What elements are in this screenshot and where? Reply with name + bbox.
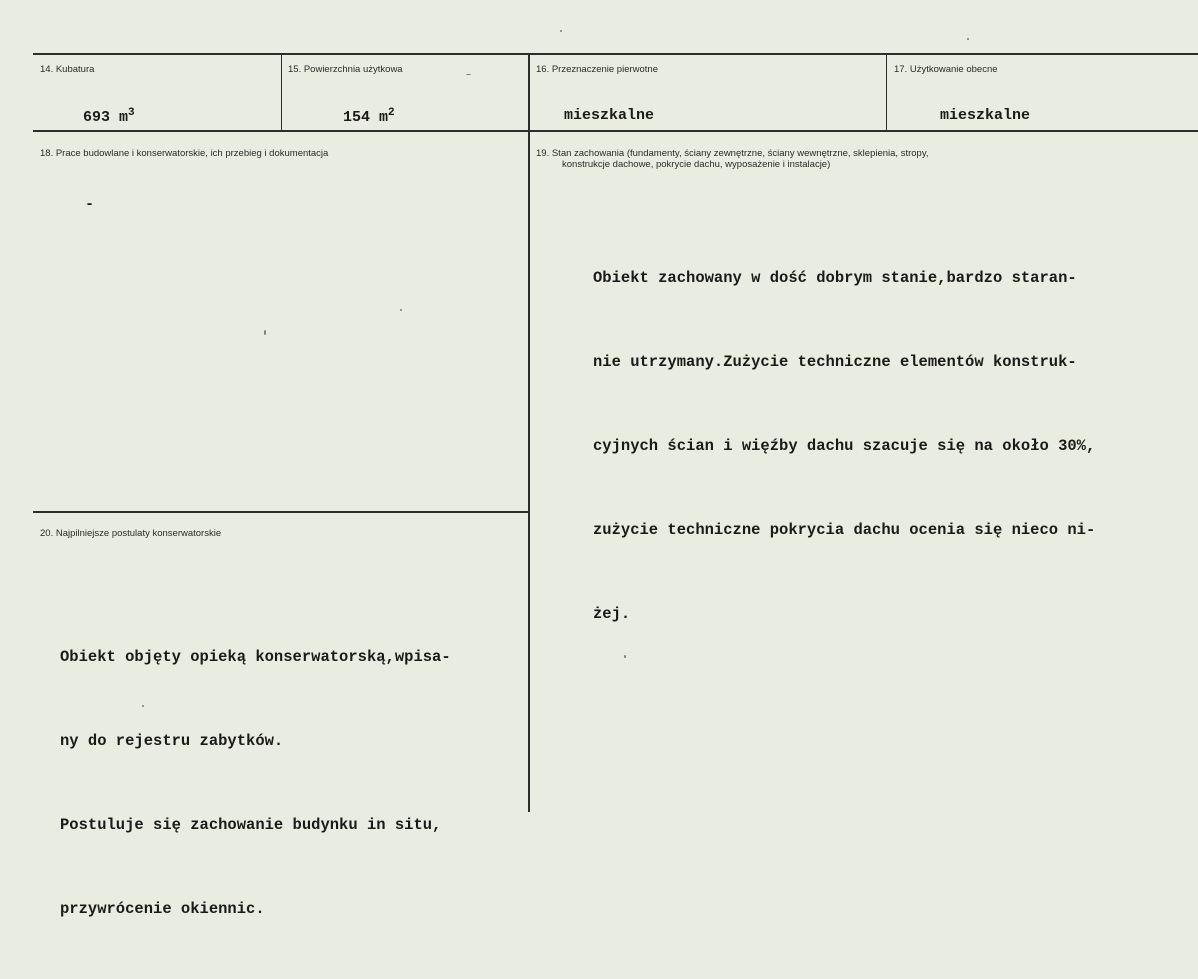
- paper-speck: [264, 330, 266, 335]
- paper-speck: [466, 74, 471, 75]
- column-divider-1: [281, 54, 282, 131]
- paper-speck: [624, 655, 626, 658]
- paper-speck: [400, 309, 402, 311]
- field-14-value: [83, 107, 135, 126]
- field-17-label: 17. Użytkowanie obecne: [894, 64, 998, 75]
- field-14-label: 14. Kubatura: [40, 64, 95, 75]
- field-15-value: [343, 107, 395, 126]
- field-15-number: 154 m: [343, 109, 389, 126]
- field-14-number: 693 m: [83, 109, 129, 126]
- field-19-label-line-1: 19. Stan zachowania (fundamenty, ściany zewnętrzne, ściany wewnętrzne, sklepienia, stropy,: [536, 148, 929, 159]
- header-row-bottom-rule: [33, 130, 1198, 132]
- top-rule: [33, 53, 1198, 55]
- field-20-line: Postuluje się zachowanie budynku in situ,: [60, 816, 442, 834]
- field-20-label: 20. Najpilniejsze postulaty konserwatorskie: [40, 528, 222, 539]
- field-16-value: mieszkalne: [564, 107, 655, 124]
- column-divider-3: [886, 54, 887, 131]
- field-19-line: zużycie techniczne pokrycia dachu ocenia się nieco ni-: [593, 521, 1096, 539]
- column-divider-2: [528, 54, 530, 812]
- field-20-line: Obiekt objęty opieką konserwatorską,wpisa-: [60, 648, 451, 666]
- field-17-value: mieszkalne: [940, 107, 1031, 124]
- field-15-exponent: 2: [388, 107, 395, 119]
- field-20-text: [60, 587, 451, 979]
- field-20-line: przywrócenie okiennic.: [60, 900, 265, 918]
- field-20-line: ny do rejestru zabytków.: [60, 732, 284, 750]
- field-19-line: cyjnych ścian i więźby dachu szacuje się na około 30%,: [593, 437, 1096, 455]
- field-14-exponent: 3: [128, 107, 135, 119]
- field-18-label: 18. Prace budowlane i konserwatorskie, ich przebieg i dokumentacja: [40, 148, 329, 159]
- field-19-line: nie utrzymany.Zużycie techniczne elementów konstruk-: [593, 353, 1077, 371]
- field-15-label: 15. Powierzchnia użytkowa: [288, 64, 403, 75]
- paper-speck: [967, 38, 969, 40]
- field-18-value: -: [85, 196, 95, 213]
- section-18-20-divider: [33, 511, 528, 513]
- paper-speck: [560, 30, 562, 32]
- field-19-text: [593, 208, 1095, 684]
- field-16-label: 16. Przeznaczenie pierwotne: [536, 64, 658, 75]
- paper-speck: [142, 705, 144, 707]
- field-19-label-line-2: konstrukcje dachowe, pokrycie dachu, wyposażenie i instalacje): [562, 159, 831, 170]
- field-19-line: żej.: [593, 605, 631, 623]
- field-19-line: Obiekt zachowany w dość dobrym stanie,bardzo staran-: [593, 269, 1077, 287]
